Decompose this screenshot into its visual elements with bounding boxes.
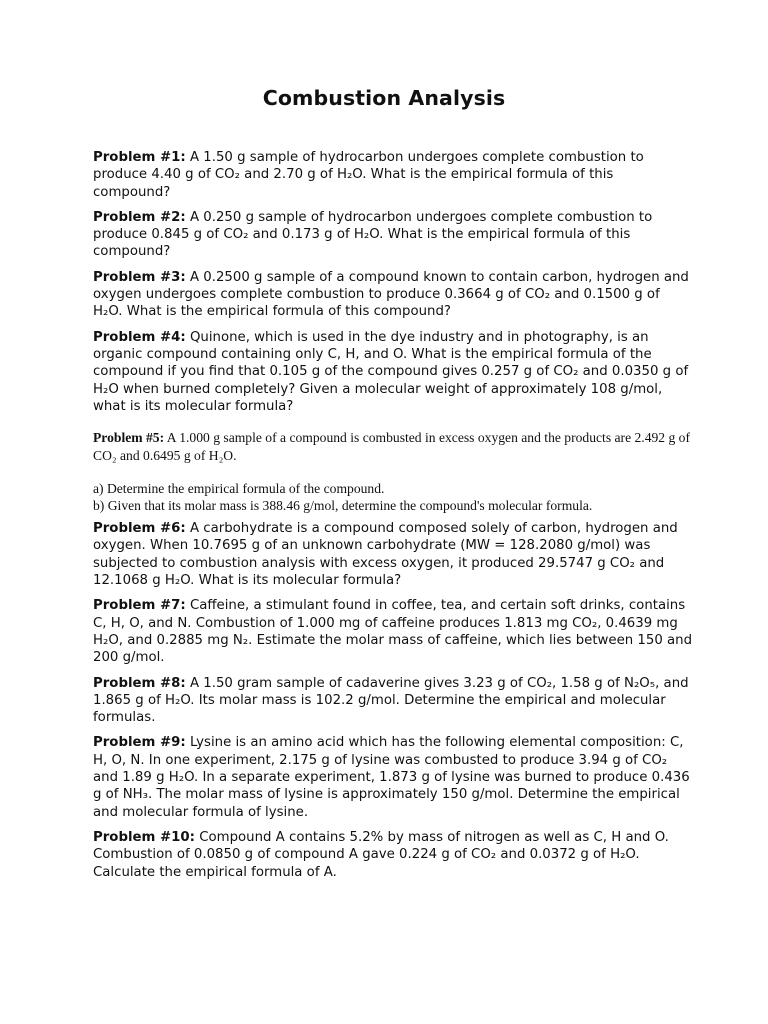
- problem-label: Problem #4:: [93, 329, 186, 345]
- problem-9: [93, 734, 693, 820]
- problem-text: A 0.250 g sample of hydrocarbon undergoes complete combustion to produce 0.845 g of CO₂ and 0.173 g of H₂O. What is the empirical formula of this compound?: [93, 209, 653, 260]
- problem-part-b: b) Given that its molar mass is 388.46 g/mol, determine the compound's molecular formula.: [93, 497, 593, 513]
- problem-text: Compound A contains 5.2% by mass of nitrogen as well as C, H and O. Combustion of 0.0850 g of compound A gave 0.224 g of CO₂ and 0.0372 g of H₂O. Calculate the empirical formula of A.: [93, 829, 669, 880]
- problem-10: [93, 829, 693, 881]
- problem-list: [93, 149, 693, 889]
- problem-text: Quinone, which is used in the dye industry and in photography, is an organic compound containing only C, H, and O. What is the empirical formula of the compound if you find that 0.105 g of the compound gives 0.257 g of CO₂ and 0.0350 g of H₂O when burned completely? Given a molecular weight of approximately 108 g/mol, what is its molecular formula?: [93, 329, 689, 414]
- problem-label: Problem #2:: [93, 209, 186, 225]
- problem-5-parts: [93, 481, 693, 514]
- problem-label: Problem #10:: [93, 829, 195, 845]
- problem-8: [93, 675, 693, 727]
- problem-2: [93, 209, 693, 261]
- problem-1: [93, 149, 693, 201]
- problem-label: Problem #5:: [93, 430, 165, 446]
- problem-6: [93, 520, 693, 589]
- problem-5: [93, 429, 693, 464]
- problem-3: [93, 269, 693, 321]
- problem-label: Problem #6:: [93, 521, 186, 537]
- problem-text: A 1.50 g sample of hydrocarbon undergoes complete combustion to produce 4.40 g of CO₂ and 2.70 g of H₂O. What is the empirical formula of this compound?: [93, 150, 644, 200]
- problem-4: [93, 329, 693, 415]
- problem-text: A carbohydrate is a compound composed solely of carbon, hydrogen and oxygen. When 10.7695 g of an unknown carbohydrate (MW = 128.2080 g/mol) was subjected to combustion analysis with excess oxygen, it produced 29.5747 g CO₂ and 12.1068 g H₂O. What is its molecular formula?: [93, 521, 678, 589]
- problem-label: Problem #1:: [93, 150, 186, 165]
- problem-part-a: a) Determine the empirical formula of the compound.: [93, 481, 385, 497]
- problem-label: Problem #7:: [93, 598, 186, 614]
- problem-text: A 1.000 g sample of a compound is combusted in excess oxygen and the products are 2.492 g of CO₂ and 0.6495 g of H₂O.: [93, 430, 691, 463]
- problem-text: Caffeine, a stimulant found in coffee, tea, and certain soft drinks, contains C, H, O, and N. Combustion of 1.000 mg of caffeine produces 1.813 mg CO₂, 0.4639 mg H₂O, and 0.2885 mg N₂. Estimate the molar mass of caffeine, which lies between 150 and 200 g/mol.: [93, 598, 693, 666]
- problem-text: A 1.50 gram sample of cadaverine gives 3.23 g of CO₂, 1.58 g of N₂O₅, and 1.865 g of H₂O. Its molar mass is 102.2 g/mol. Determine the empirical and molecular formulas.: [93, 675, 689, 726]
- problem-label: Problem #9:: [93, 735, 186, 751]
- problem-text: A 0.2500 g sample of a compound known to contain carbon, hydrogen and oxygen undergoes complete combustion to produce 0.3664 g of CO₂ and 0.1500 g of H₂O. What is the empirical formula of this compound?: [93, 269, 689, 320]
- problem-label: Problem #3:: [93, 269, 186, 285]
- problem-text: Lysine is an amino acid which has the following elemental composition: C, H, O, N. In one experiment, 2.175 g of lysine was combusted to produce 3.94 g of CO₂ and 1.89 g H₂O. In a separate experiment, 1.873 g of lysine was burned to produce 0.436 g of NH₃. The molar mass of lysine is approximately 150 g/mol. Determine the empirical and molecular formula of lysine.: [93, 735, 690, 820]
- problem-label: Problem #8:: [93, 675, 186, 691]
- page-title: Combustion Analysis: [262, 86, 506, 110]
- problem-7: [93, 597, 693, 666]
